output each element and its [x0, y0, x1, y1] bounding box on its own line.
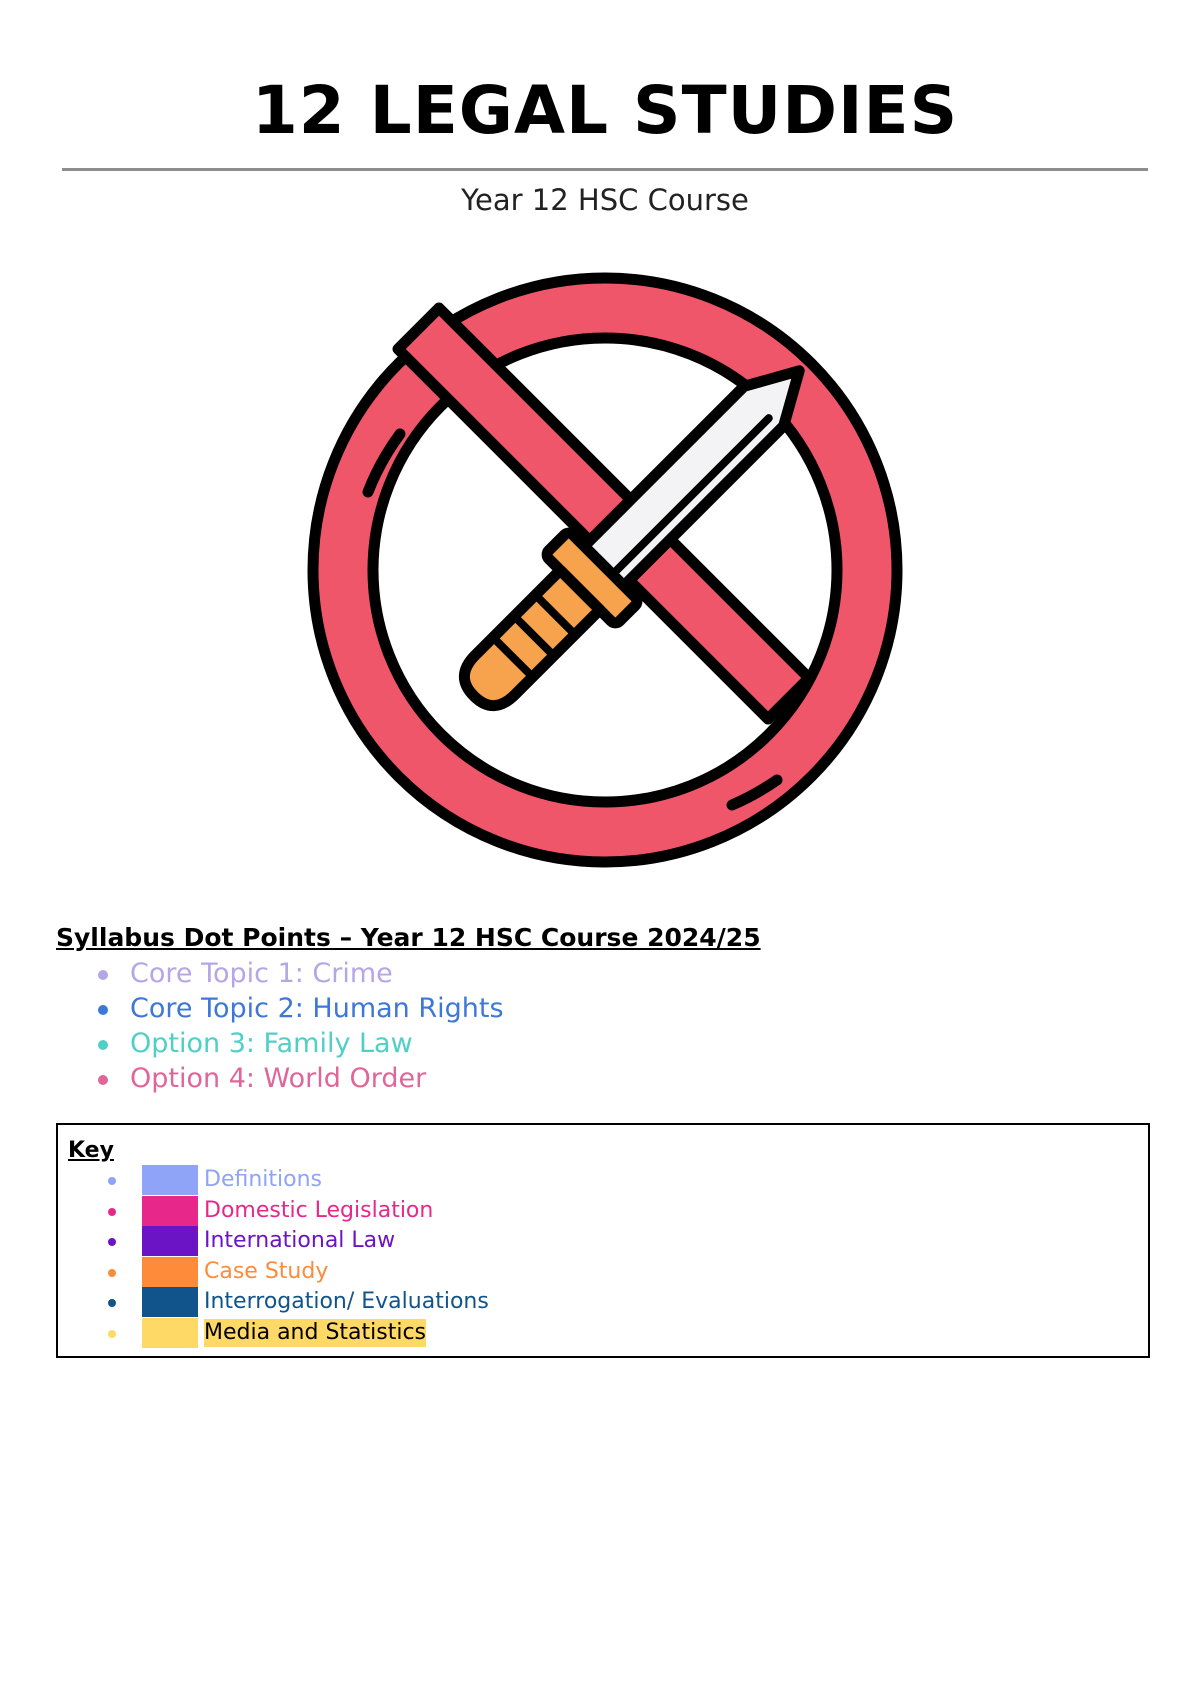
syllabus-section: [56, 920, 956, 1096]
topic-label: Core Topic 2: Human Rights: [130, 993, 504, 1024]
topic-item: [56, 1061, 956, 1096]
topic-label: Option 3: Family Law: [130, 1028, 413, 1059]
key-label: Media and Statistics: [204, 1319, 427, 1345]
bullet-icon: [108, 1238, 116, 1246]
bullet-icon: [108, 1269, 116, 1277]
colour-swatch: [142, 1287, 198, 1317]
topic-label: Core Topic 1: Crime: [130, 958, 393, 989]
syllabus-heading: Syllabus Dot Points – Year 12 HSC Course 2024/25: [56, 923, 761, 952]
document-subtitle: Year 12 HSC Course: [461, 183, 749, 217]
topic-list: [56, 956, 956, 1096]
colour-swatch: [142, 1257, 198, 1287]
topic-item: [56, 956, 956, 991]
colour-swatch: [142, 1196, 198, 1226]
bullet-icon: [98, 970, 108, 980]
topic-item: [56, 1026, 956, 1061]
key-label: Domestic Legislation: [204, 1197, 434, 1223]
colour-swatch: [142, 1318, 198, 1348]
topic-label: Option 4: World Order: [130, 1063, 427, 1094]
colour-swatch: [142, 1165, 198, 1195]
bullet-icon: [108, 1177, 116, 1185]
key-label: International Law: [204, 1228, 396, 1253]
key-label: Definitions: [204, 1167, 322, 1192]
no-knife-icon: [280, 250, 930, 890]
topic-item: [56, 991, 956, 1026]
bullet-icon: [98, 1040, 108, 1050]
bullet-icon: [108, 1330, 116, 1338]
title-divider: [62, 168, 1148, 171]
key-label: Case Study: [204, 1258, 329, 1284]
key-heading: Key: [68, 1138, 114, 1163]
colour-swatch: [142, 1226, 198, 1256]
bullet-icon: [98, 1005, 108, 1015]
bullet-icon: [108, 1208, 116, 1216]
colour-key-box: [56, 1123, 1150, 1358]
key-label: Interrogation/ Evaluations: [204, 1289, 489, 1314]
document-title: 12 LEGAL STUDIES: [251, 72, 959, 149]
bullet-icon: [98, 1075, 108, 1085]
bullet-icon: [108, 1299, 116, 1307]
